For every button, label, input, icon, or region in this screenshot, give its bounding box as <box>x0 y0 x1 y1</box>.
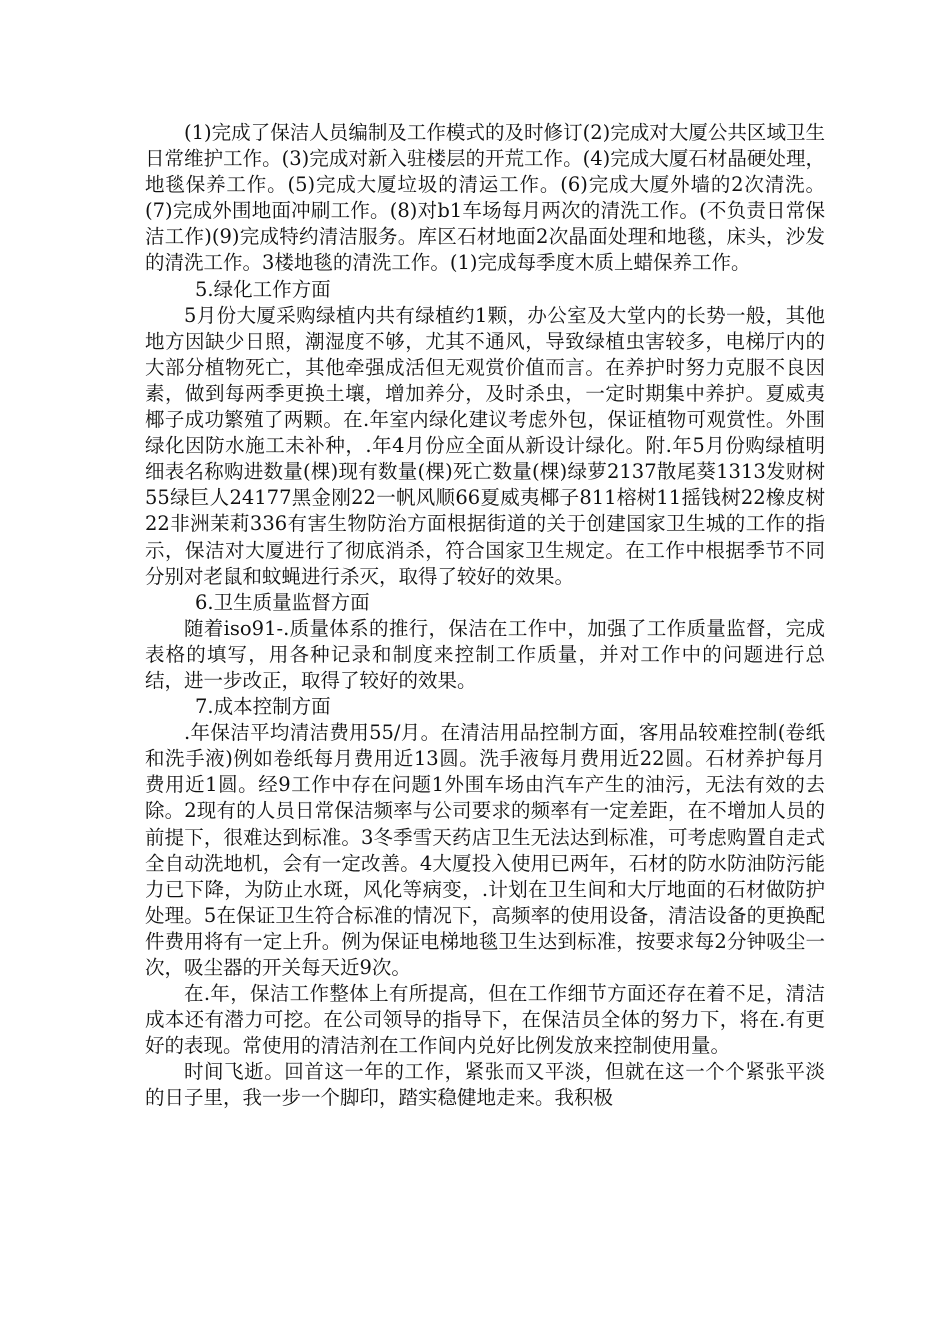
paragraph-cleaning-tasks: (1)完成了保洁人员编制及工作模式的及时修订(2)完成对大厦公共区域卫生日常维护工作。(3)完成对新入驻楼层的开荒工作。(4)完成大厦石材晶硬处理，地毯保养工作。(5)完成大厦垃圾的清运工作。(6)完成大厦外墙的2次清洗。(7)完成外围地面冲刷工作。(8)对b1车场每月两次的清洗工作。(不负责日常保洁工作)(9)完成特约清洁服务。库区石材地面2次晶面处理和地毯，床头，沙发的清洗工作。3楼地毯的清洗工作。(1)完成每季度木质上蜡保养工作。 <box>145 121 825 275</box>
paragraph-reflection: 时间飞逝。回首这一年的工作，紧张而又平淡，但就在这一个个紧张平淡的日子里，我一步一个脚印，踏实稳健地走来。我积极 <box>145 1060 825 1110</box>
section-heading-quality: 6.卫生质量监督方面 <box>195 590 370 614</box>
document-body <box>145 120 825 1112</box>
paragraph-greening: 5月份大厦采购绿植内共有绿植约1颗，办公室及大堂内的长势一般，其他地方因缺少日照，潮湿度不够，尤其不通风，导致绿植虫害较多，电梯厅内的大部分植物死亡，其他牵强成活但无观赏价值而言。在养护时努力克服不良因素，做到每两季更换土壤，增加养分，及时杀虫，一定时期集中养护。夏威夷椰子成功繁殖了两颗。在.年室内绿化建议考虑外包，保证植物可观赏性。外围绿化因防水施工未补种，.年4月份应全面从新设计绿化。附.年5月份购绿植明细表名称购进数量(棵)现有数量(棵)死亡数量(棵)绿萝2137散尾葵1313发财树55绿巨人24177黑金刚22一帆风顺66夏威夷椰子811榕树11摇钱树22橡皮树22非洲茉莉336有害生物防治方面根据街道的关于创建国家卫生城的工作的指示，保洁对大厦进行了彻底消杀，符合国家卫生规定。在工作中根据季节不同分别对老鼠和蚊蝇进行杀灭，取得了较好的效果。 <box>145 303 825 588</box>
section-heading-cost: 7.成本控制方面 <box>195 695 331 719</box>
paragraph-summary: 在.年，保洁工作整体上有所提高，但在工作细节方面还存在着不足，清洁成本还有潜力可挖。在公司领导的指导下，在保洁员全体的努力下，将在.有更好的表现。常使用的清洁剂在工作间内兑好比例发放来控制使用量。 <box>145 982 825 1058</box>
paragraph-cost: .年保洁平均清洁费用55/月。在清洁用品控制方面，客用品较难控制(卷纸和洗手液)例如卷纸每月费用近13圆。洗手液每月费用近22圆。石材养护每月费用近1圆。经9工作中存在问题1外围车场由汽车产生的油污，无法有效的去除。2现有的人员日常保洁频率与公司要求的频率有一定差距，在不增加人员的前提下，很难达到标准。3冬季雪天药店卫生无法达到标准，可考虑购置自走式全自动洗地机，会有一定改善。4大厦投入使用已两年，石材的防水防油防污能力已下降，为防止水斑，风化等病变，.计划在卫生间和大厅地面的石材做防护处理。5在保证卫生符合标准的情况下，高频率的使用设备，清洁设备的更换配件费用将有一定上升。例为保证电梯地毯卫生达到标准，按要求每2分钟吸尘一次，吸尘器的开关每天近9次。 <box>145 721 825 979</box>
paragraph-quality: 随着iso91-.质量体系的推行，保洁在工作中，加强了工作质量监督，完成表格的填写，用各种记录和制度来控制工作质量，并对工作中的问题进行总结，进一步改正，取得了较好的效果。 <box>145 616 825 692</box>
section-heading-greening: 5.绿化工作方面 <box>195 277 331 301</box>
